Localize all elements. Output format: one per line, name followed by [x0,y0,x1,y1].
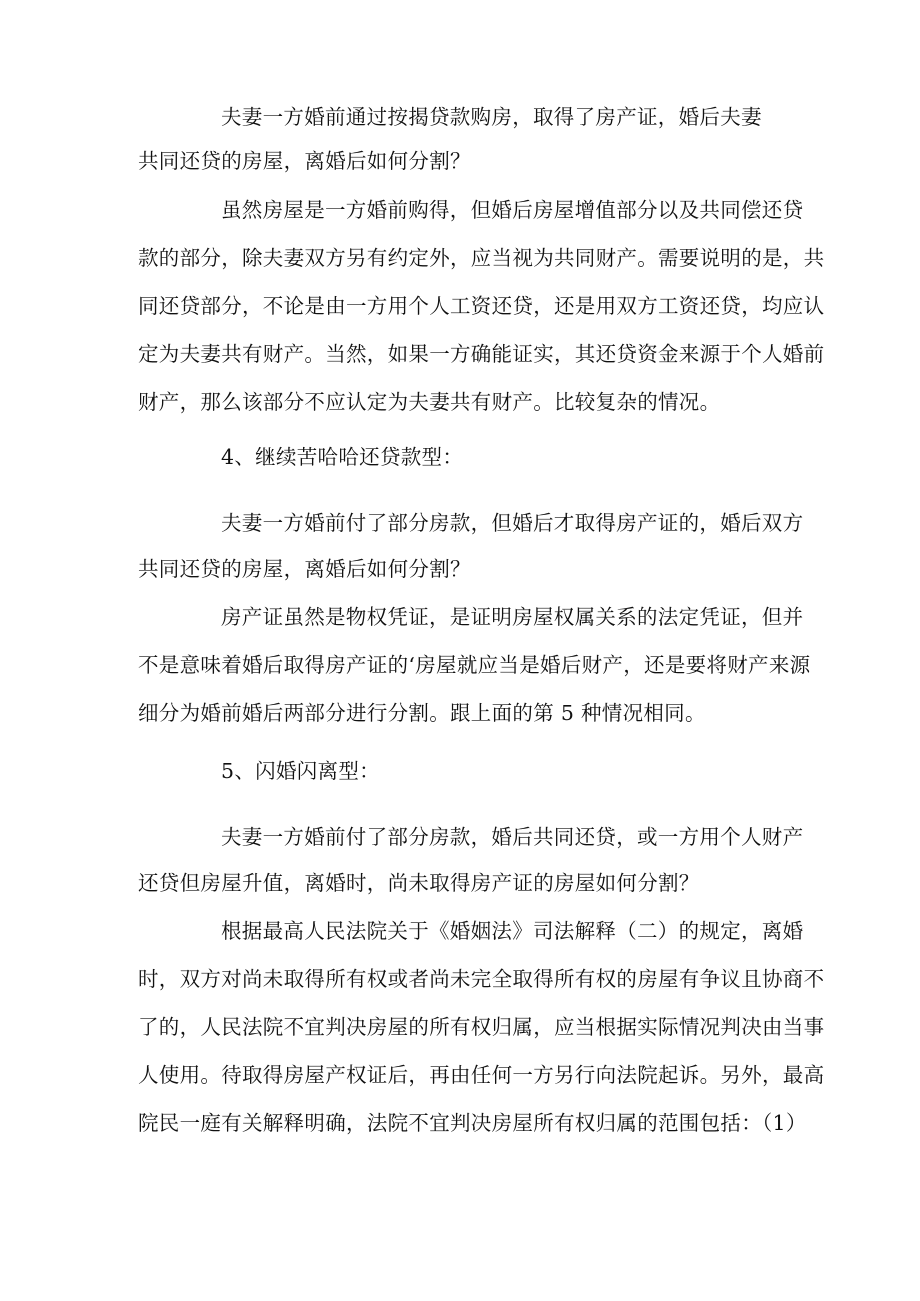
paragraph-5-line-2: 还贷但房屋升值，离婚时，尚未取得房产证的房屋如何分割？ [138,871,700,895]
paragraph-4-line-1: 房产证虽然是物权凭证，是证明房屋权属关系的法定凭证，但并 [221,605,804,629]
paragraph-2-line-2: 款的部分，除夫妻双方另有约定外，应当视为共同财产。需要说明的是，共 [138,246,825,270]
paragraph-2-line-4: 定为夫妻共有财产。当然，如果一方确能证实，其还贷资金来源于个人婚前 [138,342,825,366]
paragraph-5-line-1: 夫妻一方婚前付了部分房款，婚后共同还贷，或一方用个人财产 [221,825,804,849]
paragraph-4-line-2: 不是意味着婚后取得房产证的‘房屋就应当是婚后财产，还是要将财产来源 [138,653,811,677]
paragraph-2-line-3: 同还贷部分，不论是由一方用个人工资还贷，还是用双方工资还贷，均应认 [138,294,825,318]
paragraph-1-line-1: 夫妻一方婚前通过按揭贷款购房，取得了房产证，婚后夫妻 [221,105,762,129]
paragraph-3-line-1: 夫妻一方婚前付了部分房款，但婚后才取得房产证的，婚后双方 [221,511,804,535]
paragraph-1-line-2: 共同还贷的房屋，离婚后如何分割？ [138,149,471,173]
section-heading-5: 5、闪婚闪离型： [221,759,380,783]
paragraph-6-line-4: 人使用。待取得房屋产权证后，再由任何一方另行向法院起诉。另外，最高 [138,1063,825,1087]
paragraph-6-line-2: 时，双方对尚未取得所有权或者尚未完全取得所有权的房屋有争议且协商不 [138,967,825,991]
paragraph-6-line-3: 了的，人民法院不宜判决房屋的所有权归属，应当根据实际情况判决由当事 [138,1015,825,1039]
paragraph-4-line-3: 细分为婚前婚后两部分进行分割。跟上面的第 5 种情况相同。 [138,701,706,725]
section-heading-4: 4、继续苦哈哈还贷款型： [221,445,464,469]
paragraph-6-line-1: 根据最高人民法院关于《婚姻法》司法解释（二）的规定，离婚 [221,919,804,943]
paragraph-6-line-5: 院民一庭有关解释明确，法院不宜判决房屋所有权归属的范围包括：（1） [138,1111,807,1135]
paragraph-2-line-1: 虽然房屋是一方婚前购得，但婚后房屋增值部分以及共同偿还贷 [221,198,804,222]
paragraph-3-line-2: 共同还贷的房屋，离婚后如何分割？ [138,557,471,581]
paragraph-2-line-5: 财产，那么该部分不应认定为夫妻共有财产。比较复杂的情况。 [138,390,721,414]
